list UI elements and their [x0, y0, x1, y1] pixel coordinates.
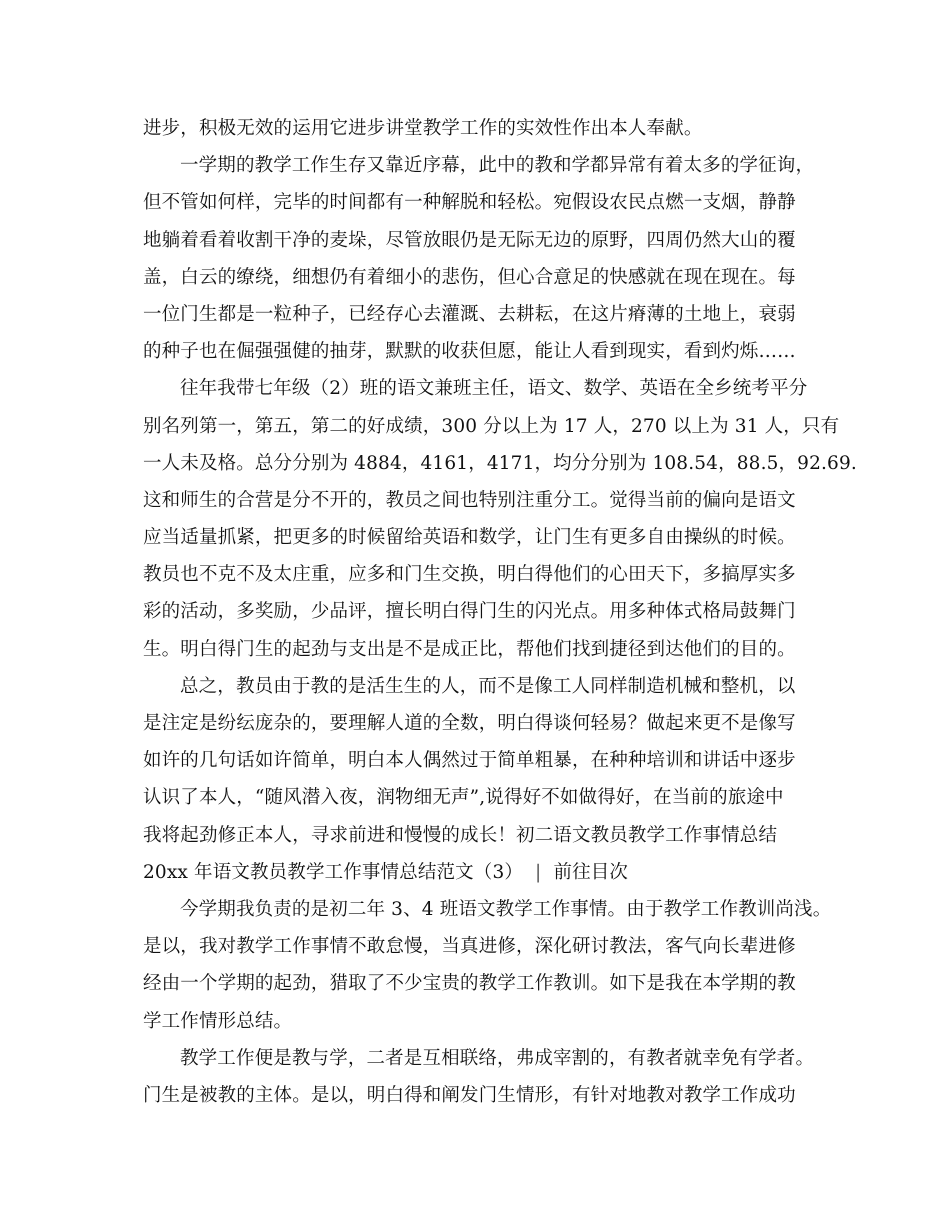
- text-line: 地躺着看着收割干净的麦垛，尽管放眼仍是无际无边的原野，四周仍然大山的覆: [143, 229, 796, 251]
- text-line: 认识了本人，“随风潜入夜，润物细无声”,说得好不如做得好，在当前的旅途中: [143, 787, 784, 809]
- text-line: 生。明白得门生的起劲与支出是不是成正比，帮他们找到捷径到达他们的目的。: [143, 638, 796, 660]
- text-line: 这和师生的合营是分不开的，教员之间也特别注重分工。觉得当前的偏向是语文: [143, 489, 796, 511]
- paragraph-start: 教学工作便是教与学，二者是互相联络，弗成宰割的，有教者就幸免有学者。: [180, 1047, 815, 1069]
- document-page: [143, 110, 857, 1114]
- nav-separator: |: [535, 861, 542, 883]
- section-title: 20xx 年语文教员教学工作事情总结范文（3）: [143, 861, 524, 883]
- text-line: 一人未及格。总分分别为 4884，4161，4171，均分分别为 108.54，88.5，92.69.: [143, 452, 857, 474]
- paragraph-start: 一学期的教学工作生存又靠近序幕，此中的教和学都异常有着太多的学征询，: [180, 155, 815, 177]
- text-line: 应当适量抓紧，把更多的时候留给英语和数学，让门生有更多自由操纵的时候。: [143, 527, 796, 549]
- toc-link[interactable]: 前往目次: [553, 861, 629, 883]
- paragraph-start: 往年我带七年级（2）班的语文兼班主任，语文、数学、英语在全乡统考平分: [180, 378, 808, 400]
- paragraph-start: 总之，教员由于教的是活生生的人，而不是像工人同样制造机械和整机，以: [180, 675, 796, 697]
- text-line: 是以，我对教学工作事情不敢怠慢，当真进修，深化研讨教法，客气向长辈进修: [143, 936, 796, 958]
- paragraph-start: 今学期我负责的是初二年 3、4 班语文教学工作事情。由于教学工作教训尚浅。: [180, 898, 832, 920]
- heading-line: [143, 854, 811, 891]
- text-line: 彩的活动，多奖励，少品评，擅长明白得门生的闪光点。用多种体式格局鼓舞门: [143, 601, 796, 623]
- text-line: 的种子也在倔强强健的抽芽，默默的收获但愿，能让人看到现实，看到灼烁……: [143, 341, 796, 363]
- text-line: 但不管如何样，完毕的时间都有一种解脱和轻松。宛假设农民点燃一支烟，静静: [143, 192, 796, 214]
- text-line: 门生是被教的主体。是以，明白得和阐发门生情形，有针对地教对教学工作成功: [143, 1084, 796, 1106]
- text-line: 一位门生都是一粒种子，已经存心去灌溉、去耕耘，在这片瘠薄的土地上，衰弱: [143, 303, 796, 325]
- text-line: 教员也不克不及太庄重，应多和门生交换，明白得他们的心田天下，多搞厚实多: [143, 564, 796, 586]
- text-line: 别名列第一，第五，第二的好成绩，300 分以上为 17 人，270 以上为 31 人，只有: [143, 415, 840, 437]
- text-line: 是注定是纷纭庞杂的，要理解人道的全数，明白得谈何轻易？做起来更不是像写: [143, 713, 796, 734]
- text-line: 学工作情形总结。: [143, 1010, 293, 1032]
- text-line: 经由一个学期的起劲，猎取了不少宝贵的教学工作教训。如下是我在本学期的教: [143, 973, 796, 995]
- text-line: 如许的几句话如许简单，明白本人偶然过于简单粗暴，在种种培训和讲话中逐步: [143, 750, 796, 772]
- text-line: 我将起劲修正本人，寻求前进和慢慢的成长！初二语文教员教学工作事情总结: [143, 824, 778, 846]
- text-line: 进步，积极无效的运用它进步讲堂教学工作的实效性作出本人奉献。: [143, 118, 703, 139]
- text-line: 盖，白云的缭绕，细想仍有着细小的悲伤，但心合意足的快感就在现在现在。每: [143, 266, 796, 288]
